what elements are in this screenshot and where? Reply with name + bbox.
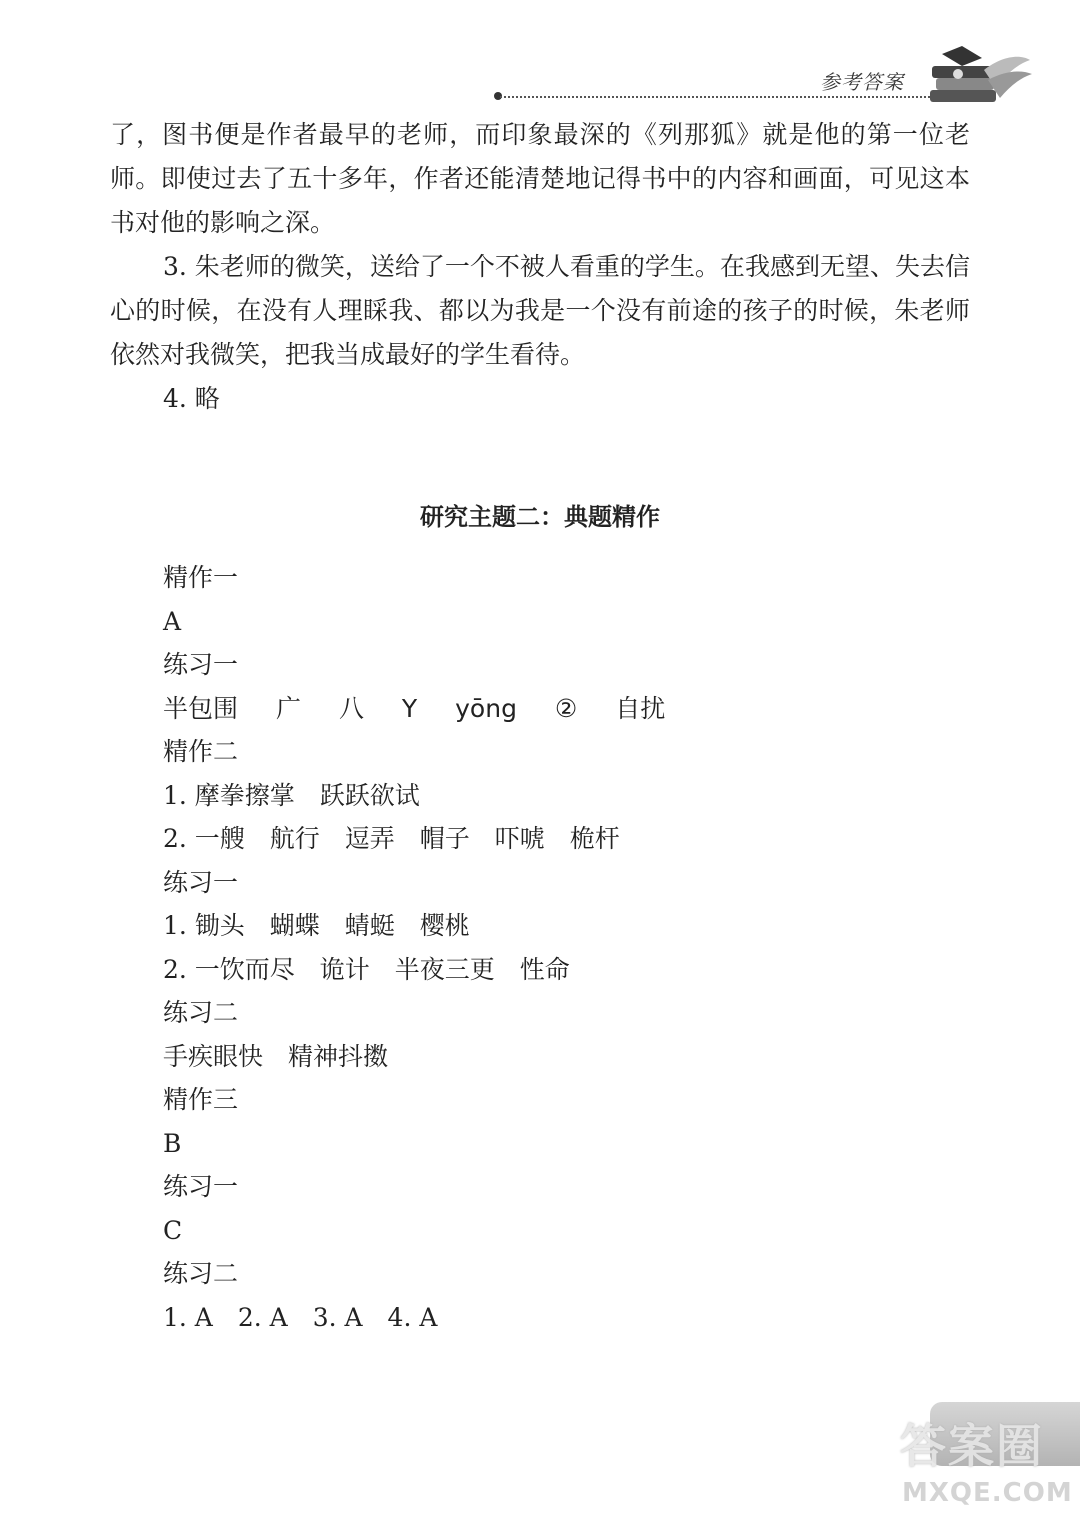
- answer-token: yōng: [455, 693, 517, 723]
- list-item: C: [163, 1215, 183, 1245]
- list-item: 练习一: [163, 867, 239, 897]
- list-item: 1. A 2. A 3. A 4. A: [163, 1302, 438, 1332]
- watermark-text: 答案圈: [900, 1419, 1044, 1473]
- paragraph-answer-3: 3. 朱老师的微笑，送给了一个不被人看重的学生。在我感到无望、失去信心的时候，在没有人理睬我、都以为我是一个没有前途的孩子的时候，朱老师依然对我微笑，把我当成最好的学生看待。: [110, 252, 970, 369]
- list-item: 练习一: [163, 650, 239, 679]
- section-title: 研究主题二：典题精作: [420, 503, 660, 531]
- list-item: 练习二: [163, 998, 239, 1027]
- list-item: 2. 一饮而尽 诡计 半夜三更 性命: [163, 954, 570, 984]
- answer-token: 广: [275, 693, 301, 723]
- list-item: 练习二: [163, 1259, 239, 1288]
- list-item: B: [163, 1128, 182, 1158]
- list-item: 手疾眼快 精神抖擞: [163, 1041, 389, 1071]
- header-rule: [500, 96, 930, 98]
- answer-token: 八: [338, 693, 364, 723]
- answer-content: [110, 113, 970, 421]
- paragraph-continuation: 了，图书便是作者最早的老师，而印象最深的《列那狐》就是他的第一位老师。即使过去了五十多年，作者还能清楚地记得书中的内容和画面，可见这本书对他的影响之深。: [110, 120, 970, 237]
- list-item: 精作二: [163, 737, 239, 766]
- answer-token: ②: [554, 693, 578, 723]
- header-title: 参考答案: [820, 70, 904, 94]
- list-item: A: [163, 606, 182, 636]
- books-logo-icon: [922, 44, 1032, 114]
- list-item: 练习一: [163, 1172, 239, 1201]
- list-item: 1. 摩拳擦掌 跃跃欲试: [163, 780, 420, 810]
- list-item-pinyin-row: [163, 687, 963, 731]
- answer-token: Y: [401, 693, 418, 723]
- answer-token: 自扰: [615, 693, 666, 723]
- list-item: 精作一: [163, 563, 239, 592]
- answer-token: 半包围: [163, 693, 239, 723]
- list-item: 1. 锄头 蝴蝶 蜻蜓 樱桃: [163, 911, 470, 940]
- answer-list: [163, 556, 963, 1339]
- watermark-url: MXQE.COM: [902, 1478, 1073, 1508]
- page-header: [0, 0, 1080, 110]
- list-item: 2. 一艘 航行 逗弄 帽子 吓唬 桅杆: [163, 824, 620, 853]
- paragraph-answer-4: 4. 略: [163, 384, 220, 413]
- watermark: [880, 1390, 1080, 1515]
- list-item: 精作三: [163, 1085, 239, 1114]
